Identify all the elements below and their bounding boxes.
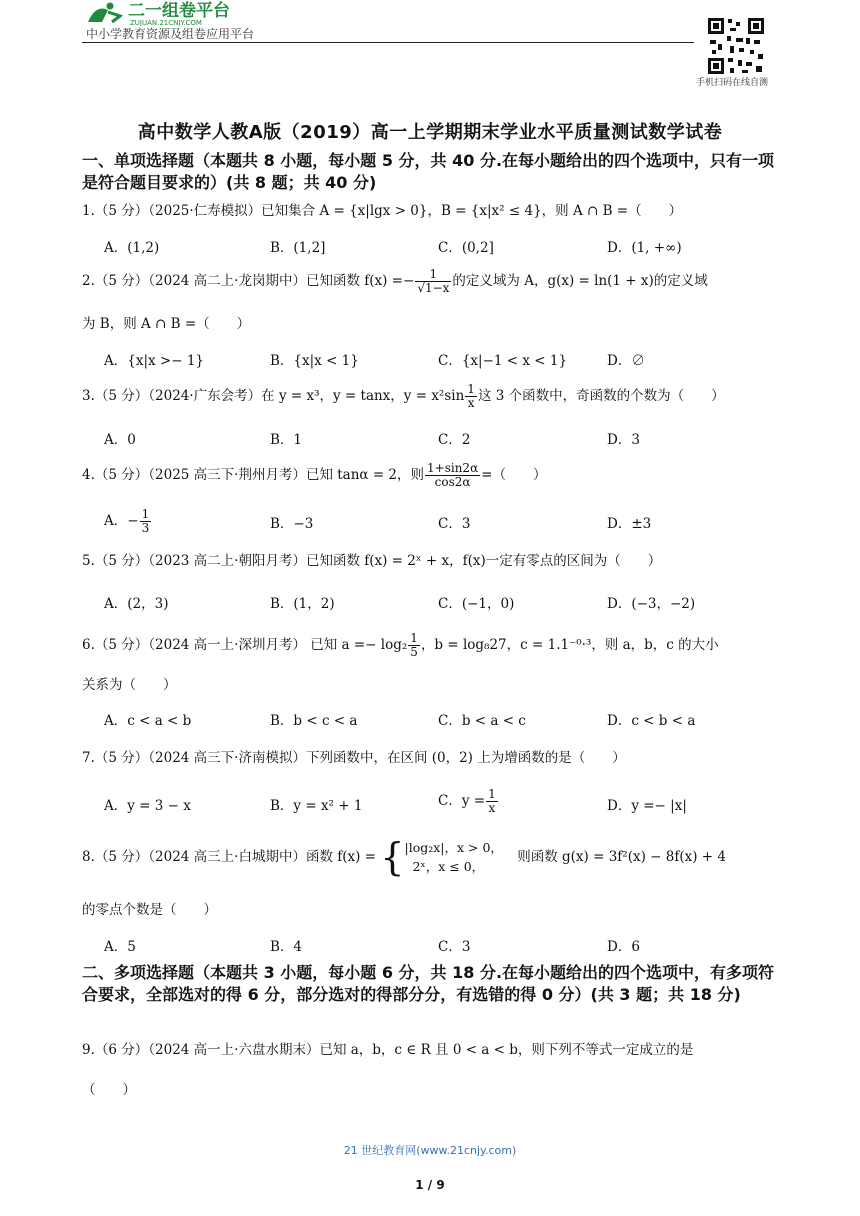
option-a: A．{x|x >− 1}	[104, 353, 204, 369]
footer-source: 21 世纪教育网(www.21cnjy.com)	[343, 1144, 517, 1157]
header-divider	[82, 42, 694, 43]
question-8-options	[104, 935, 784, 957]
question-3	[82, 383, 782, 410]
option-a: A．(1,2)	[104, 240, 160, 256]
piece-1: |log₂x|，x > 0，	[404, 840, 503, 855]
logo-text: 二一组卷平台	[128, 1, 230, 21]
question-2	[82, 268, 782, 295]
fraction-denominator: 3	[141, 521, 150, 535]
fraction	[425, 462, 480, 489]
logo-url: ZUJUAN.21CNJY.COM	[130, 19, 202, 26]
question-2-options	[104, 349, 784, 371]
fraction-denominator: cos2α	[434, 475, 471, 489]
question-4	[82, 462, 782, 489]
question-6	[82, 632, 782, 659]
option-d: D．y =− |x|	[607, 798, 687, 814]
fraction-numerator: 1	[410, 631, 418, 645]
question-9-line2: （ ）	[82, 1082, 136, 1098]
section-heading-1: 一、单项选择题（本题共 8 小题，每小题 5 分，共 40 分.在每小题给出的四个选项中，只有一项是符合题目要求的）(共 8 题；共 40 分)	[82, 151, 775, 192]
page-number: 1 / 9	[415, 1178, 445, 1192]
qr-caption: 手机扫码在线自测	[696, 78, 769, 88]
option-b: B．y = x² + 1	[270, 798, 363, 814]
fraction-numerator: 1	[467, 382, 475, 396]
option-d: D．(−3，−2)	[607, 596, 696, 612]
piecewise-cases	[404, 838, 502, 876]
question-4-text-a: 4.（5 分）（2025 高三下·荆州月考）已知 tanα = 2，则	[82, 467, 425, 483]
qr-code-icon	[706, 16, 766, 76]
fraction-numerator: 1	[488, 787, 496, 801]
option-d: D．±3	[607, 516, 652, 532]
option-c: C．{x|−1 < x < 1}	[438, 353, 568, 369]
option-b: B．(1,2]	[270, 240, 326, 256]
option-d: D．∅	[607, 353, 645, 369]
piece-2: 2ˣ，x ≤ 0，	[412, 859, 485, 874]
option-a: A．c < a < b	[104, 713, 192, 729]
option-c: C．3	[438, 516, 471, 532]
fraction-denominator: x	[488, 801, 496, 815]
question-7-options	[104, 788, 784, 818]
option-c: C．(−1，0)	[438, 596, 515, 612]
question-8-text-b: 则函数 g(x) = 3f²(x) − 8f(x) + 4	[517, 849, 726, 865]
option-c	[438, 788, 499, 815]
piecewise-brace: {	[380, 835, 405, 879]
option-b: B．4	[270, 939, 303, 955]
question-7: 7.（5 分）（2024 高三下·济南模拟）下列函数中，在区间 (0，2) 上为增函数的是（ ）	[82, 750, 626, 766]
question-3-text-a: 3.（5 分）（2024·广东会考）在 y = x³，y = tanx，y = x²sin	[82, 388, 465, 404]
question-3-text-b: 这 3 个函数中，奇函数的个数为（ ）	[477, 388, 725, 404]
option-b: B．(1，2)	[270, 596, 335, 612]
option-a-prefix: A．−	[104, 513, 139, 529]
option-c-prefix: C．y =	[438, 793, 486, 809]
fraction-denominator: 5	[410, 645, 418, 659]
option-b: B．{x|x < 1}	[270, 353, 359, 369]
question-8-line2: 的零点个数是（ ）	[82, 902, 217, 918]
section-heading-2: 二、多项选择题（本题共 3 小题，每小题 6 分，共 18 分.在每小题给出的四个选项中，有多项符合要求，全部选对的得 6 分，部分选对的得部分分，有选错的得 0 分）(共 3 题；共 18 分)	[82, 963, 775, 1004]
header-subtitle: 中小学教育资源及组卷应用平台	[86, 27, 255, 41]
fraction	[415, 268, 451, 295]
fraction-denominator: x	[467, 396, 475, 410]
fraction-numerator: 1	[141, 507, 150, 521]
fraction	[408, 632, 420, 659]
brand-logo	[82, 0, 282, 26]
option-c: C．(0,2]	[438, 240, 494, 256]
question-8-text-a: 8.（5 分）（2024 高三上·白城期中）函数 f(x) =	[82, 849, 376, 865]
question-5-options	[104, 592, 784, 614]
fraction-numerator: 1+sin2α	[427, 461, 479, 475]
option-a: A．5	[104, 939, 136, 955]
option-c: C．2	[438, 432, 471, 448]
option-a: A．(2，3)	[104, 596, 169, 612]
question-9: 9.（6 分）（2024 高一上·六盘水期末）已知 a，b，c ∈ R 且 0 < a < b，则下列不等式一定成立的是	[82, 1042, 694, 1058]
page-title: 高中数学人教A版（2019）高一上学期期末学业水平质量测试数学试卷	[137, 122, 723, 143]
question-1-options	[104, 236, 784, 258]
question-6-text-b: ，b = log₈27，c = 1.1⁻⁰·³，则 a，b，c 的大小	[420, 637, 719, 653]
option-d: D．3	[607, 432, 640, 448]
question-3-options	[104, 428, 784, 450]
question-1: 1.（5 分）（2025·仁寿模拟）已知集合 A = {x|lgx > 0}，B = {x|x² ≤ 4}，则 A ∩ B =（ ）	[82, 203, 683, 219]
option-d: D．(1, +∞)	[607, 240, 682, 256]
question-2-text-a: 2.（5 分）（2024 高二上·龙岗期中）已知函数 f(x) =−	[82, 273, 415, 289]
option-d: D．6	[607, 939, 640, 955]
option-a	[104, 508, 152, 535]
option-d: D．c < b < a	[607, 713, 696, 729]
fraction	[140, 508, 152, 535]
option-c: C．3	[438, 939, 471, 955]
question-4-options	[104, 508, 784, 538]
fraction-numerator: 1	[415, 268, 451, 282]
question-8	[82, 835, 782, 879]
option-b: B．b < c < a	[270, 713, 358, 729]
option-c: C．b < a < c	[438, 713, 526, 729]
question-2-text-b: 的定义域为 A，g(x) = ln(1 + x)的定义域	[452, 273, 708, 289]
option-b: B．1	[270, 432, 303, 448]
question-6-options	[104, 709, 784, 731]
question-4-text-b: =（ ）	[481, 467, 547, 483]
fraction-denominator: √1−x	[417, 281, 450, 295]
fraction	[486, 788, 498, 815]
question-5: 5.（5 分）（2023 高二上·朝阳月考）已知函数 f(x) = 2ˣ + x，f(x)一定有零点的区间为（ ）	[82, 553, 662, 569]
question-2-line2: 为 B，则 A ∩ B =（ ）	[82, 316, 251, 332]
option-a: A．0	[104, 432, 136, 448]
question-6-line2: 关系为（ ）	[82, 677, 177, 693]
question-6-text-a: 6.（5 分）（2024 高一上·深圳月考） 已知 a =− log₂	[82, 637, 408, 653]
fraction	[465, 383, 477, 410]
option-a: A．y = 3 − x	[104, 798, 191, 814]
option-b: B．−3	[270, 516, 314, 532]
